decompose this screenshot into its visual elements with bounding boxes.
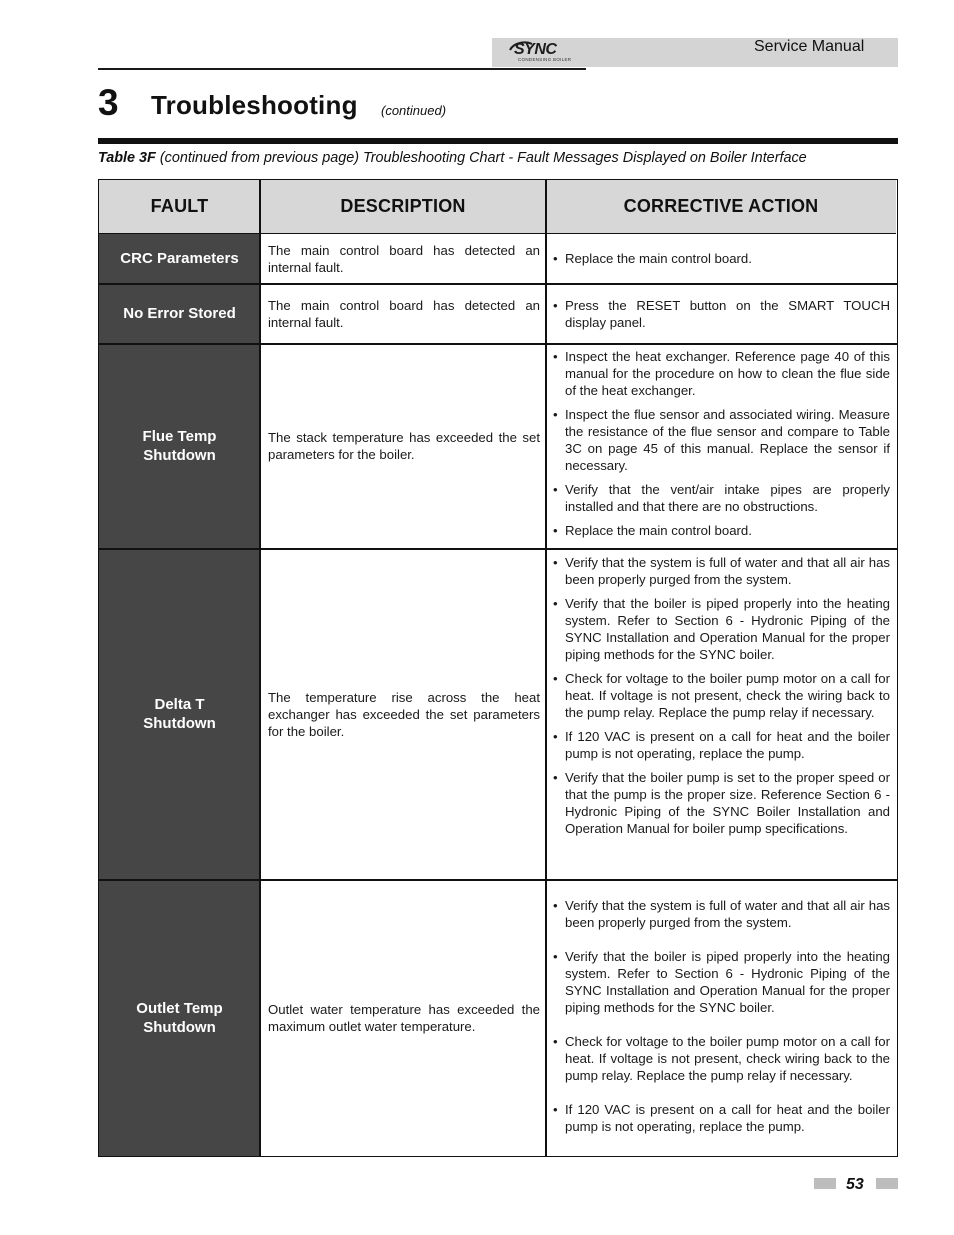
table-row-fault: [99, 284, 260, 343]
action-item: • Replace the main control board.: [552, 522, 890, 539]
fault-label: Shutdown: [143, 1019, 216, 1036]
table-row-action: [546, 234, 896, 283]
fault-label: Shutdown: [143, 447, 216, 464]
description-text: The stack temperature has exceeded the set parameters for the boiler.: [268, 430, 540, 462]
table-row-fault: [99, 880, 260, 1156]
table-caption-label: Table 3F: [98, 150, 156, 166]
table-row-description: [260, 234, 546, 283]
table-row-fault: [99, 344, 260, 548]
footer-bar-right: [876, 1178, 898, 1189]
action-item: • Inspect the flue sensor and associated wiring. Measure the resistance of the flue sensor and compare to Table 3C on page 45 of this manual. Replace the sensor if necessary.: [552, 406, 890, 474]
row-divider: [99, 548, 897, 550]
table-row-action: [546, 344, 896, 548]
action-item: • If 120 VAC is present on a call for heat and the boiler pump is not operating, replace the pump.: [552, 1101, 890, 1135]
action-item: • Verify that the boiler is piped properly into the heating system. Refer to Section 6 - Hydronic Piping of the SYNC Installation and Operation Manual for the proper piping methods for the SYNC boiler.: [552, 948, 890, 1016]
footer-bar-left: [814, 1178, 836, 1189]
row-divider: [99, 343, 897, 345]
action-item: • Check for voltage to the boiler pump motor on a call for heat. If voltage is not present, check wiring back to the pump relay. Replace the pump relay if necessary.: [552, 1033, 890, 1084]
table-row-fault: [99, 549, 260, 879]
page-number: 53: [846, 1176, 864, 1193]
row-divider: [99, 283, 897, 285]
table-caption: [98, 150, 807, 166]
fault-label: Outlet Temp: [136, 1000, 223, 1017]
section-title: Troubleshooting: [151, 90, 358, 120]
column-header-description: DESCRIPTION: [260, 180, 546, 234]
table-row-description: [260, 549, 546, 879]
description-text: The main control board has detected an internal fault.: [268, 242, 540, 275]
table-row-fault: [99, 234, 260, 283]
heading-rule: [98, 138, 898, 144]
fault-label: Delta T: [154, 696, 205, 713]
section-number: 3: [98, 82, 119, 123]
fault-label: Shutdown: [143, 715, 216, 732]
logo-brand: SYNC: [514, 41, 557, 58]
section-continued: (continued): [381, 103, 447, 118]
table-row-action: [546, 880, 896, 1156]
sync-logo: [508, 40, 572, 64]
description-text: The temperature rise across the heat exchanger has exceeded the set parameters for the boiler.: [268, 689, 540, 739]
action-item: • Verify that the boiler pump is set to the proper speed or that the pump is the proper size. Reference Section 6 - Hydronic Piping of the SYNC Boiler Installation and Operation Manual for boiler pump specifications.: [552, 769, 890, 837]
table-row-action: [546, 284, 896, 343]
action-item: • Verify that the system is full of water and that all air has been properly purged from the system.: [552, 554, 890, 588]
table-row-action: [546, 549, 896, 879]
action-item: • Check for voltage to the boiler pump motor on a call for heat. If voltage is not present, check the wiring back to the pump relay. Replace the pump relay if necessary.: [552, 670, 890, 721]
action-item: • Press the RESET button on the SMART TOUCH display panel.: [552, 297, 890, 331]
column-header-corrective-action: CORRECTIVE ACTION: [546, 180, 896, 234]
table-row-description: [260, 344, 546, 548]
column-divider: [259, 180, 261, 1156]
fault-label: Flue Temp: [142, 428, 217, 445]
column-divider: [545, 180, 547, 1156]
description-text: The main control board has detected an internal fault.: [268, 297, 540, 330]
fault-label: No Error Stored: [123, 305, 236, 322]
action-item: • If 120 VAC is present on a call for heat and the boiler pump is not operating, replace the pump.: [552, 728, 890, 762]
action-item: • Replace the main control board.: [552, 250, 890, 267]
column-header-fault: FAULT: [99, 180, 260, 234]
doc-title: Service Manual: [754, 38, 865, 55]
header-rule: [98, 68, 586, 70]
table-caption-text: (continued from previous page) Troubleshooting Chart - Fault Messages Displayed on Boiler Interface: [155, 150, 807, 166]
table-row-description: [260, 880, 546, 1156]
row-divider: [99, 879, 897, 881]
description-text: Outlet water temperature has exceeded the maximum outlet water temperature.: [268, 1002, 540, 1034]
action-item: • Verify that the vent/air intake pipes are properly installed and that there are no obstructions.: [552, 481, 890, 515]
fault-label: CRC Parameters: [120, 250, 239, 267]
table-row-description: [260, 284, 546, 343]
logo-subtext: CONDENSING BOILER: [518, 57, 572, 62]
action-item: • Verify that the system is full of water and that all air has been properly purged from the system.: [552, 897, 890, 931]
troubleshooting-table: [98, 179, 898, 1157]
action-item: • Inspect the heat exchanger. Reference page 40 of this manual for the procedure on how to clean the flue side of the heat exchanger.: [552, 348, 890, 399]
action-item: • Verify that the boiler is piped properly into the heating system. Refer to Section 6 - Hydronic Piping of the SYNC Installation and Operation Manual for the proper piping methods for the SYNC boiler.: [552, 595, 890, 663]
